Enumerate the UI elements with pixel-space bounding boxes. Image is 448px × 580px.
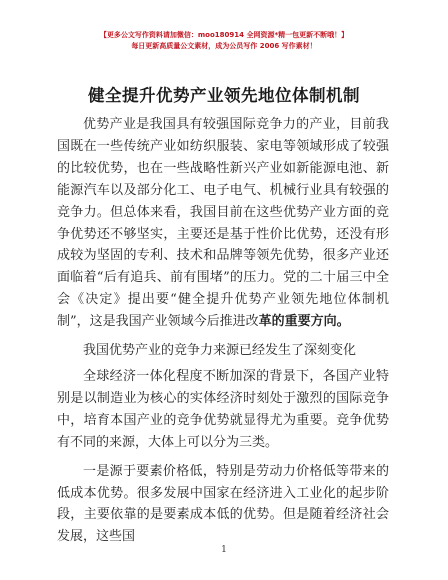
promo-header-line-1: 【更多公文写作资料请加微信：moo180914 全网资源*精一包更新不断哦！】 xyxy=(99,31,349,39)
document-title: 健全提升优势产业领先地位体制机制 xyxy=(88,86,360,105)
section-heading: 我国优势产业的竞争力来源已经发生了深刻变化 xyxy=(83,343,357,359)
paragraph-4: 一是源于要素价格低，特别是劳动力价格低等带来的低成本优势。很多发展中国家在经济进入工业化的起步阶段，主要依靠的是要素成本低的优势。但是随着经济社会发展，这些国 xyxy=(57,463,389,545)
paragraph-1 xyxy=(57,114,389,333)
paragraph-1-bold-text: 革的重要方向。 xyxy=(258,314,350,330)
paragraph-1-text: 优势产业是我国具有较强国际竞争力的产业，目前我国既在一些传统产业如纺织服装、家电等领域形成了较强的比较优势，也在一些战略性新兴产业如新能源电池、新能源汽车以及部分化工、电子电气、机械行业具有较强的竞争力。但总体来看，我国目前在这些优势产业方面的竞争优势还不够坚实，主要还是基于性价比优势，还没有形成较为坚固的专利、技术和品牌等领先优势，很多产业还面临着“后有追兵、前有围堵”的压力。党的二十届三中全会《决定》提出要“健全提升优势产业领先地位体制机制”，这是我国产业领域今后推进改 xyxy=(57,117,389,330)
paragraph-3: 全球经济一体化程度不断加深的背景下，各国产业特别是以制造业为核心的实体经济时刻处于激烈的国际竞争中，培育本国产业的竞争优势就显得尤为重要。竞争优势有不同的来源，大体上可以分为三类。 xyxy=(57,368,389,450)
promo-header-line-2: 每日更新高质量公文素材，成为公员写作 2006 写作素材！ xyxy=(131,42,317,50)
page-number: 1 xyxy=(221,545,227,555)
promo-header xyxy=(0,30,448,52)
document-body xyxy=(57,114,389,555)
